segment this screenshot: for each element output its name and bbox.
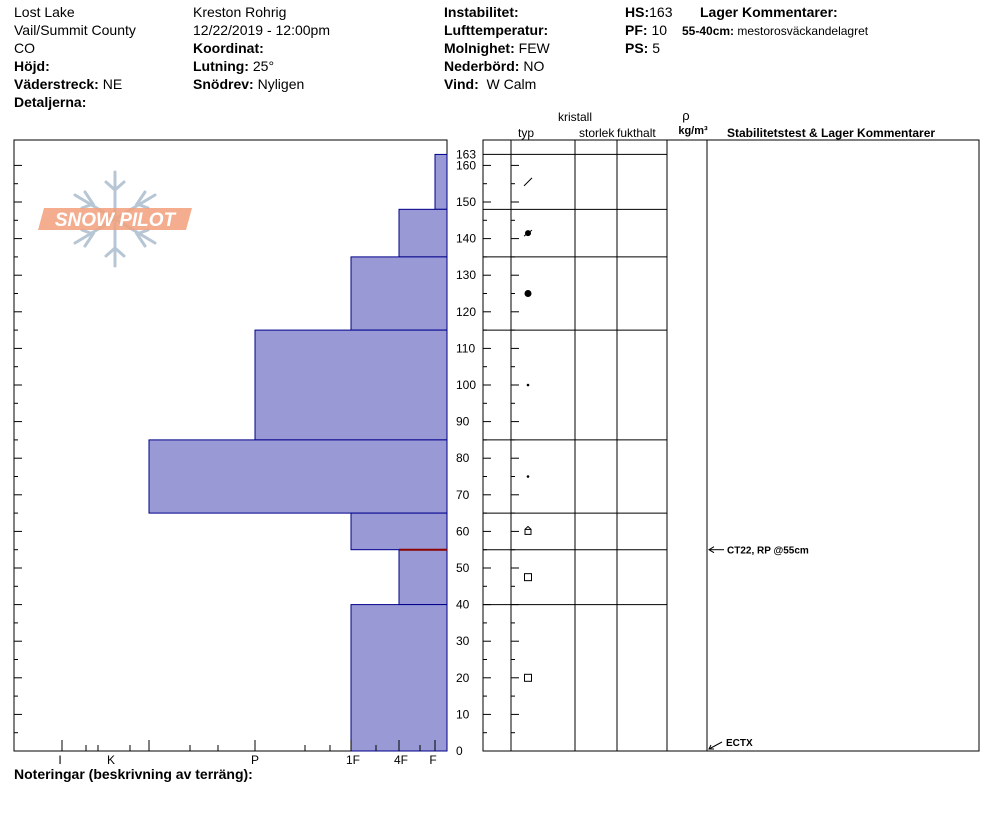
pf-label: PF:: [625, 22, 648, 38]
ps-label: PS:: [625, 40, 649, 56]
instability-label: Instabilitet:: [444, 4, 519, 20]
height-label-160: 160: [456, 158, 477, 173]
hardness-layer-5: [149, 440, 447, 513]
hardness-layer-4: [255, 330, 447, 440]
observer: Kreston Rohrig: [193, 4, 287, 20]
header-type: typ: [517, 126, 535, 140]
hardness-label-I: I: [58, 753, 62, 767]
layer-table-frame: [483, 140, 979, 751]
ps-value: 5: [652, 40, 661, 56]
height-label-110: 110: [456, 341, 476, 356]
height-label-150: 150: [456, 195, 477, 209]
stability-test-2: [709, 738, 753, 749]
pf-value: 10: [651, 22, 668, 38]
wind-loading-label: Snödrev:: [193, 76, 254, 92]
height-label-60: 60: [456, 524, 470, 539]
wind-loading-value: Nyligen: [257, 76, 305, 92]
sky-label: Molnighet:: [444, 40, 515, 56]
hardness-layer-3: [351, 257, 447, 330]
crystal-decomposing-rounded-2: [524, 230, 532, 236]
hs-value: 163: [649, 4, 673, 20]
region: Vail/Summit County: [14, 22, 136, 38]
air-temp-label: Lufttemperatur:: [444, 22, 549, 38]
height-label-0: 0: [456, 744, 463, 758]
hardness-label-F: F: [429, 753, 437, 767]
hardness-label-P: P: [250, 753, 260, 767]
aspect-label: Väderstreck:: [14, 76, 99, 92]
crystal-depth-hoar-6: [525, 526, 531, 534]
height-label-20: 20: [456, 670, 470, 685]
crystal-new-snow-1: [524, 178, 532, 186]
hardness-layer-2: [399, 209, 447, 257]
height-label-120: 120: [456, 304, 477, 319]
height-label-130: 130: [456, 268, 477, 283]
location: Lost Lake: [14, 4, 75, 20]
height-label-70: 70: [456, 487, 470, 502]
terrain-notes-label: Noteringar (beskrivning av terräng):: [14, 766, 253, 782]
hardness-layer-6: [351, 513, 447, 550]
logo-text: SNOW PILOT: [54, 210, 176, 231]
layers: [149, 154, 447, 751]
crystal-rounded-3: [525, 290, 532, 297]
layer-comment-depth: 55-40cm:: [682, 24, 735, 38]
state: CO: [14, 40, 35, 56]
crystal-rounded-small-5: [527, 475, 530, 478]
hardness-label-4F: 4F: [393, 753, 409, 767]
hs-label: HS:: [625, 4, 650, 20]
height-label-30: 30: [456, 634, 470, 649]
hardness-label-1F: 1F: [345, 753, 361, 767]
layer-comment-text: mestorosväckandelagret: [737, 24, 869, 38]
slope-value: 25°: [252, 58, 275, 74]
height-label-90: 90: [456, 414, 470, 429]
header-density-symbol: ρ: [682, 108, 690, 123]
hardness-layer-8: [351, 605, 447, 751]
wind-value: W Calm: [486, 76, 537, 92]
height-label-140: 140: [456, 231, 477, 246]
stability-test-1: [709, 546, 809, 557]
height-label-50: 50: [456, 561, 470, 575]
precip-label: Nederbörd:: [444, 58, 520, 74]
hardness-layer-1: [435, 154, 447, 209]
header-size: storlek: [579, 126, 615, 140]
precip-value: NO: [523, 58, 545, 74]
crystal-faceted-8: [525, 674, 532, 681]
datetime: 12/22/2019 - 12:00pm: [193, 22, 330, 38]
hardness-label-K: K: [106, 753, 116, 767]
header-stability: Stabilitetstest & Lager Kommentarer: [727, 126, 936, 140]
aspect-value: NE: [102, 76, 123, 92]
elevation-label: Höjd:: [14, 58, 50, 74]
layer-table: [483, 140, 809, 751]
crystal-depth-hoar-6-box: [525, 529, 531, 534]
details-label: Detaljerna:: [14, 94, 87, 110]
slope-label: Lutning:: [193, 58, 249, 74]
layer-comments-title: Lager Kommentarer:: [700, 4, 838, 20]
stability-label-1: CT22, RP @55cm: [727, 545, 809, 557]
hardness-layer-7: [399, 550, 447, 605]
height-label-top: 163: [456, 147, 477, 162]
crystal-faceted-7: [525, 574, 532, 581]
header-crystal: kristall: [557, 110, 593, 124]
header-density-unit: kg/m³: [678, 125, 708, 137]
height-label-10: 10: [456, 707, 470, 722]
crystal-rounded-small-4: [527, 384, 530, 387]
height-label-80: 80: [456, 451, 470, 466]
wind-label: Vind:: [444, 76, 479, 92]
stability-label-2: ECTX: [726, 738, 753, 749]
snowpilot-logo: [38, 172, 192, 266]
height-label-40: 40: [456, 597, 470, 612]
coordinate-label: Koordinat:: [193, 40, 264, 56]
header-moisture: fukthalt: [617, 126, 656, 140]
sky-value: FEW: [518, 40, 550, 56]
height-label-100: 100: [456, 378, 477, 392]
